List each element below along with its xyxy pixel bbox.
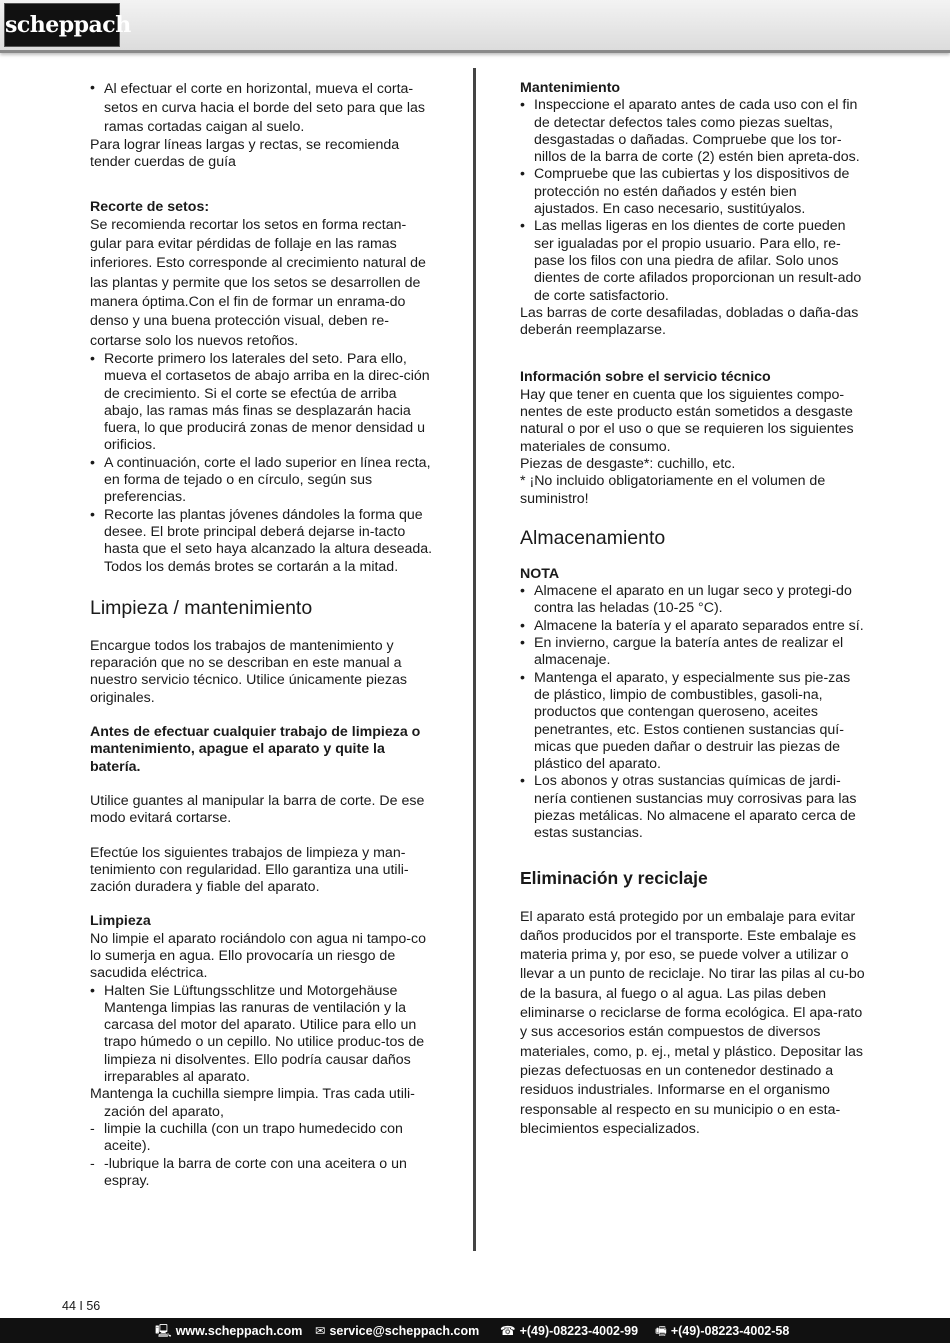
intro-text: Para lograr líneas largas y rectas, se recomienda tender cuerdas de guía: [90, 137, 400, 171]
list-item: • Almacene el aparato en un lugar seco y protegi-do contra las heladas (10-25 °C).: [520, 583, 865, 618]
limpieza-text: No limpie el aparato rociándolo con agua ni tampo-co lo sumerja en agua. Ello provocaría un riesgo de sacudida eléctrica.: [90, 930, 426, 982]
service-note: * ¡No incluido obligatoriamente en el volumen de suministro!: [520, 473, 826, 507]
footer-contact-bar: [0, 1318, 950, 1343]
cleaning-paragraph-2: Utilice guantes al manipular la barra de corte. De ese modo evitará cortarse.: [90, 792, 425, 827]
hedge-bullet-1: Recorte primero los laterales del seto. Para ello, mueva el cortasetos de abajo arriba en la direc-ción de crecimiento. Si el corte se efectúa de arriba abajo, las ramas más finas se desplazarán hacia fuera, lo que producirá zonas de menor densidad u orificios.: [104, 350, 430, 454]
maint-text: Las barras de corte desafiladas, dobladas o daña-das deberán reemplazarse.: [520, 304, 859, 339]
service-heading: Información sobre el servicio técnico: [520, 369, 771, 386]
storage-heading: Almacenamiento: [520, 526, 666, 549]
list-item: - -lubrique la barra de corte con una aceitera o un espray.: [90, 1156, 435, 1191]
footer-web[interactable]: [155, 1323, 302, 1340]
computer-icon: 🖳: [155, 1324, 172, 1338]
hedge-bullet-2: A continuación, corte el lado superior en línea recta, en forma de tejado o en círculo, según sus preferencias.: [104, 454, 431, 506]
limpieza-heading: Limpieza: [90, 913, 151, 930]
phone-number: +(49)-08223-4002-99: [519, 1324, 639, 1338]
cleaning-warning: Antes de efectuar cualquier trabajo de limpieza o mantenimiento, apague el aparato y quite la batería.: [90, 724, 421, 775]
email-link[interactable]: service@scheppach.com: [329, 1324, 480, 1338]
storage-nota: NOTA: [520, 565, 560, 582]
page-number: 44 I 56: [62, 1299, 101, 1313]
list-item: • Los abonos y otras sustancias químicas de jardi-nería contienen sustancias muy corrosivas para las piezas metálicas. No almacene el aparato cerca de estas sustancias.: [520, 773, 865, 842]
limpieza-bullet: Halten Sie Lüftungsschlitze und Motorgehäuse Mantenga limpias las ranuras de ventilación y la carcasa del motor del aparato. Utilice para ello un trapo húmedo o un cepillo. No utilice produc-tos de limpieza ni disolventes. Ello podría causar daños irreparables al aparato.: [104, 982, 425, 1086]
storage-bullet-2: Almacene la batería y el aparato separados entre sí.: [534, 617, 864, 634]
list-item: • En invierno, cargue la batería antes de realizar el almacenaje.: [520, 635, 865, 670]
intro-bullet-text: Al efectuar el corte en horizontal, mueva el corta-setos en curva hacia el borde del seto para que las ramas cortadas caigan al suelo.: [104, 81, 425, 135]
storage-bullet-3: En invierno, cargue la batería antes de realizar el almacenaje.: [534, 635, 844, 669]
list-item: - limpie la cuchilla (con un trapo humedecido con aceite).: [90, 1121, 435, 1156]
cleaning-paragraph-3: Efectúe los siguientes trabajos de limpieza y man-tenimiento con regularidad. Ello garantiza una utili-zación duradera y fiable del aparato.: [90, 844, 409, 896]
cleaning-paragraph-1: Encargue todos los trabajos de mantenimiento y reparación que no se describan en este manual a nuestro servicio técnico. Utilice únicamente piezas originales.: [90, 637, 408, 706]
fax-number: +(49)-08223-4002-58: [670, 1324, 790, 1338]
footer-email[interactable]: [315, 1323, 479, 1340]
hedge-text: Se recomienda recortar los setos en forma rectan-gular para evitar pérdidas de follaje en las ramas inferiores. Esto corresponde al crecimiento natural de las plantas y permite que los setos se desarrollen de manera óptima.Con el fin de formar un enrama-do denso y una buena protección visual, deben re-cortarse solo los nuevos retoños.: [90, 216, 426, 349]
footer-phone: [500, 1323, 638, 1340]
list-item: • Recorte las plantas jóvenes dándoles la forma que desee. El brote principal deberá dejarse in-tacto hasta que el seto haya alcanzado la altura deseada. Todos los demás brotes se cortarán a la mitad.: [90, 507, 435, 576]
right-column: [520, 80, 865, 1139]
hedge-heading: Recorte de setos:: [90, 198, 210, 215]
cleaning-heading: Limpieza / mantenimiento: [90, 596, 313, 619]
maintenance-heading: Mantenimiento: [520, 80, 621, 96]
phone-icon: ☎: [500, 1324, 516, 1338]
blade-intro: Mantenga la cuchilla siempre limpia. Tras cada utili-zación del aparato,: [90, 1086, 415, 1120]
blade-dash-2: -lubrique la barra de corte con una aceitera o un espray.: [104, 1155, 407, 1189]
page-header: [0, 0, 950, 53]
list-item: • Compruebe que las cubiertas y los dispositivos de protección no estén dañados y estén bien ajustados. En caso necesario, sustitúyalos.: [520, 166, 865, 218]
disposal-text: El aparato está protegido por un embalaje para evitar daños producidos por el transporte. Este embalaje es materia prima y, por eso, se puede volver a utilizar o llevar a un punto de reciclaje. No tirar las pilas al cu-bo de la basura, al fuego o al agua. Las pilas deben eliminarse o reciclarse de forma ecológica. El apa-rato y sus accesorios están compuestos de diversos materiales, como, p. ej., metal y plástico. Depositar las piezas defectuosas en un contenedor destinado a residuos industriales. Informarse en el organismo responsable al respecto en su municipio o en esta-blecimientos especializados.: [520, 908, 865, 1137]
hedge-bullet-3: Recorte las plantas jóvenes dándoles la forma que desee. El brote principal deberá dejarse in-tacto hasta que el seto haya alcanzado la altura deseada. Todos los demás brotes se cortarán a la mitad.: [104, 506, 433, 575]
list-item: • Inspeccione el aparato antes de cada uso con el fin de detectar defectos tales como piezas sueltas, desgastadas o dañadas. Compruebe que los tor-nillos de la barra de corte (2) estén bien apreta-dos.: [520, 97, 865, 166]
fax-icon: 🖷: [655, 1324, 667, 1338]
list-item: • Almacene la batería y el aparato separados entre sí.: [520, 617, 864, 634]
mail-icon: ✉: [315, 1324, 326, 1338]
list-item: • A continuación, corte el lado superior en línea recta, en forma de tejado o en círculo, según sus preferencias.: [90, 455, 435, 507]
scheppach-logo: scheppach: [4, 3, 120, 47]
list-item: • Halten Sie Lüftungsschlitze und Motorgehäuse Mantenga limpias las ranuras de ventilación y la carcasa del motor del aparato. Utilice para ello un trapo húmedo o un cepillo. No utilice produc-tos de limpieza ni disolventes. Ello podría causar daños irreparables al aparato.: [90, 983, 435, 1087]
list-item: • Al efectuar el corte en horizontal, mueva el corta-setos en curva hacia el borde del seto para que las ramas cortadas caigan al suelo.: [90, 80, 435, 137]
disposal-heading: Eliminación y reciclaje: [520, 867, 708, 888]
service-text: Hay que tener en cuenta que los siguientes compo-nentes de este producto están sometidos a desgaste natural o por el uso o que se requieren los siguientes materiales de consumo.: [520, 386, 854, 455]
website-link[interactable]: www.scheppach.com: [175, 1324, 303, 1338]
left-column: [90, 80, 435, 1190]
list-item: • Mantenga el aparato, y especialmente sus pie-zas de plástico, limpio de combustibles, gasoli-na, productos que contengan queroseno, aceites penetrantes, etc. Estos contienen sustancias quí-micas que pueden dañar o destruir las piezas de plástico del aparato.: [520, 670, 865, 774]
blade-dash-1: limpie la cuchilla (con un trapo humedecido con aceite).: [104, 1120, 403, 1155]
list-item: • Recorte primero los laterales del seto. Para ello, mueva el cortasetos de abajo arriba en la direc-ción de crecimiento. Si el corte se efectúa de arriba abajo, las ramas más finas se desplazarán hacia fuera, lo que producirá zonas de menor densidad u orificios.: [90, 351, 435, 455]
maint-bullet-1: Inspeccione el aparato antes de cada uso con el fin de detectar defectos tales como piezas sueltas, desgastadas o dañadas. Compruebe que los tor-nillos de la barra de corte (2) estén bien apreta-dos.: [534, 97, 860, 166]
storage-bullet-1: Almacene el aparato en un lugar seco y protegi-do contra las heladas (10-25 °C).: [534, 583, 852, 617]
storage-bullet-5: Los abonos y otras sustancias químicas de jardi-nería contienen sustancias muy corrosivas para las piezas metálicas. No almacene el aparato cerca de estas sustancias.: [534, 773, 857, 842]
column-divider: [473, 68, 476, 1251]
storage-bullet-4: Mantenga el aparato, y especialmente sus pie-zas de plástico, limpio de combustibles, gasoli-na, productos que contengan queroseno, aceites penetrantes, etc. Estos contienen sustancias quí-micas que pueden dañar o destruir las piezas de plástico del aparato.: [534, 669, 851, 773]
maint-bullet-2: Compruebe que las cubiertas y los dispositivos de protección no estén dañados y estén bien ajustados. En caso necesario, sustitúyalos.: [534, 166, 850, 218]
footer-fax: [655, 1323, 789, 1340]
list-item: • Las mellas ligeras en los dientes de corte pueden ser igualadas por el propio usuario. Para ello, re-pase los filos con una piedra de afilar. Solo unos dientes de corte afilados proporcionan un result-ado de corte satisfactorio.: [520, 218, 865, 304]
maint-bullet-3: Las mellas ligeras en los dientes de corte pueden ser igualadas por el propio usuario. Para ello, re-pase los filos con una piedra de afilar. Solo unos dientes de corte afilados proporcionan un result-ado de corte satisfactorio.: [534, 218, 862, 304]
service-wear-parts: Piezas de desgaste*: cuchillo, etc.: [520, 455, 736, 472]
